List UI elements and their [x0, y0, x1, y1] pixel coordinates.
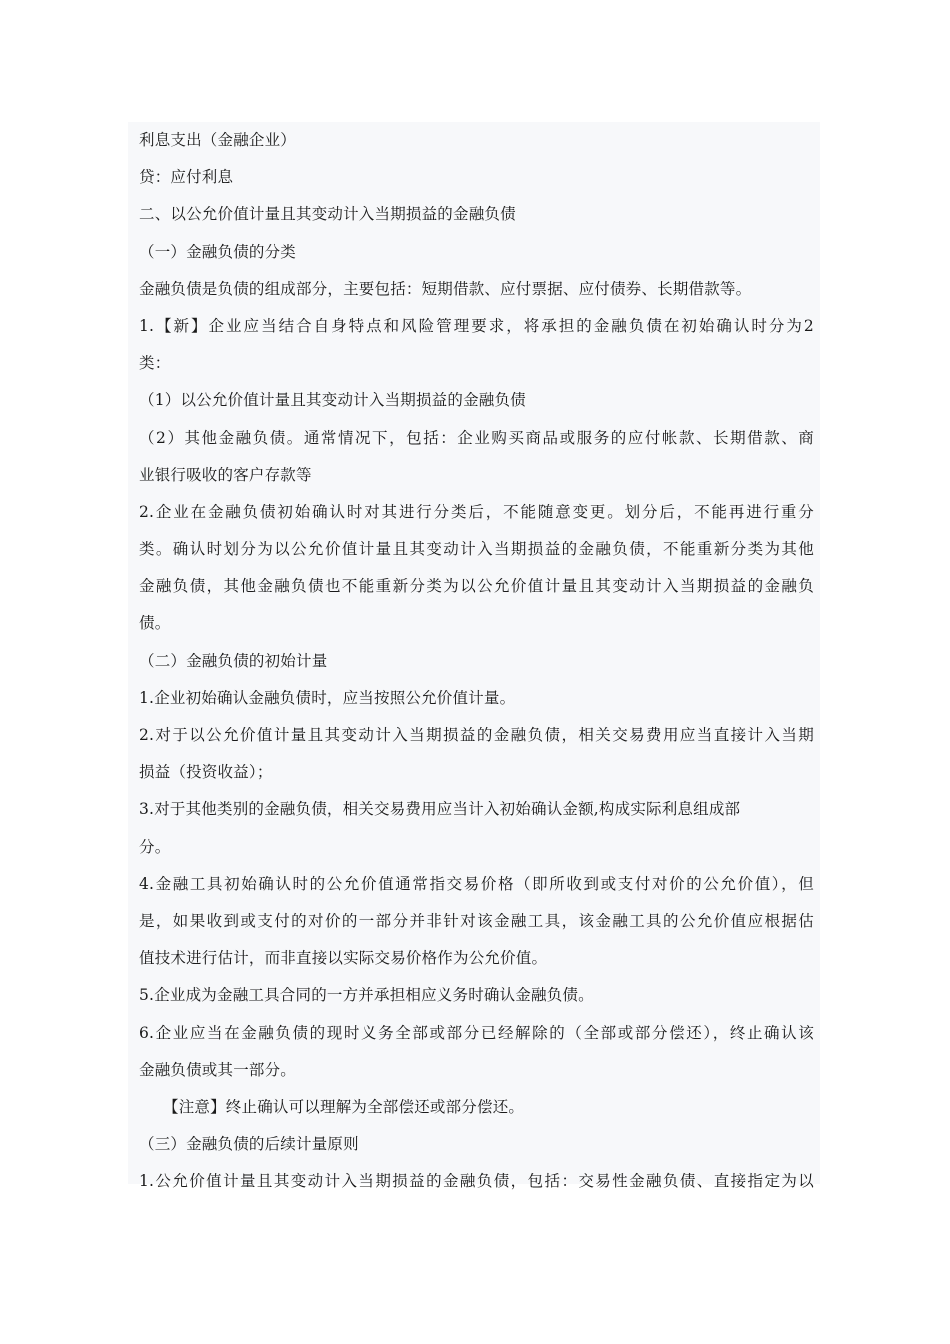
text-line: 分。 — [139, 837, 171, 856]
text-line: 5.企业成为金融工具合同的一方并承担相应义务时确认金融负债。 — [139, 986, 594, 1005]
text-line: 金融负债或其一部分。 — [139, 1060, 297, 1079]
text-line: 债。 — [139, 614, 171, 633]
text-line: 金融负债，其他金融负债也不能重新分类为以公允价值计量且其变动计入当期损益的金融负 — [139, 577, 814, 596]
text-line: 利息支出（金融企业） — [139, 131, 297, 149]
text-line: 1.【新】企业应当结合自身特点和风险管理要求，将承担的金融负债在初始确认时分为2 — [139, 316, 814, 335]
text-line: 业银行吸收的客户存款等 — [139, 465, 312, 484]
text-line: 是，如果收到或支付的对价的一部分并非针对该金融工具，该金融工具的公允价值应根据估 — [139, 911, 814, 930]
text-line: 类。确认时划分为以公允价值计量且其变动计入当期损益的金融负债，不能重新分类为其他 — [139, 540, 814, 559]
text-line: 4.金融工具初始确认时的公允价值通常指交易价格（即所收到或支付对价的公允价值），但 — [139, 874, 814, 893]
text-line: 类： — [139, 354, 171, 373]
text-line: 金融负债是负债的组成部分，主要包括：短期借款、应付票据、应付债券、长期借款等。 — [139, 279, 752, 298]
text-line: 6.企业应当在金融负债的现时义务全部或部分已经解除的（全部或部分偿还），终止确认该 — [139, 1023, 814, 1042]
text-line: 【注意】终止确认可以理解为全部偿还或部分偿还。 — [163, 1097, 525, 1116]
text-line: （2）其他金融负债。通常情况下，包括：企业购买商品或服务的应付帐款、长期借款、商 — [139, 428, 814, 447]
text-line: 贷：应付利息 — [139, 168, 234, 187]
text-line: 损益（投资收益）； — [139, 763, 273, 782]
text-line: 1.公允价值计量且其变动计入当期损益的金融负债，包括：交易性金融负债、直接指定为以 — [139, 1172, 814, 1191]
text-line: （三）金融负债的后续计量原则 — [139, 1135, 359, 1154]
text-line: 二、以公允价值计量且其变动计入当期损益的金融负债 — [139, 205, 516, 224]
text-line: 3.对于其他类别的金融负债，相关交易费用应当计入初始确认金额,构成实际利息组成部 — [139, 800, 741, 819]
text-line: 2.企业在金融负债初始确认时对其进行分类后，不能随意变更。划分后，不能再进行重分 — [139, 502, 814, 521]
text-line: 2.对于以公允价值计量且其变动计入当期损益的金融负债，相关交易费用应当直接计入当期 — [139, 726, 814, 744]
text-line: （1）以公允价值计量且其变动计入当期损益的金融负债 — [139, 391, 526, 410]
document-body — [139, 122, 814, 1200]
text-line: 1.企业初始确认金融负债时，应当按照公允价值计量。 — [139, 688, 516, 707]
text-line: （二）金融负债的初始计量 — [139, 651, 328, 670]
text-line: （一）金融负债的分类 — [139, 242, 297, 261]
text-line: 值技术进行估计，而非直接以实际交易价格作为公允价值。 — [139, 949, 548, 968]
